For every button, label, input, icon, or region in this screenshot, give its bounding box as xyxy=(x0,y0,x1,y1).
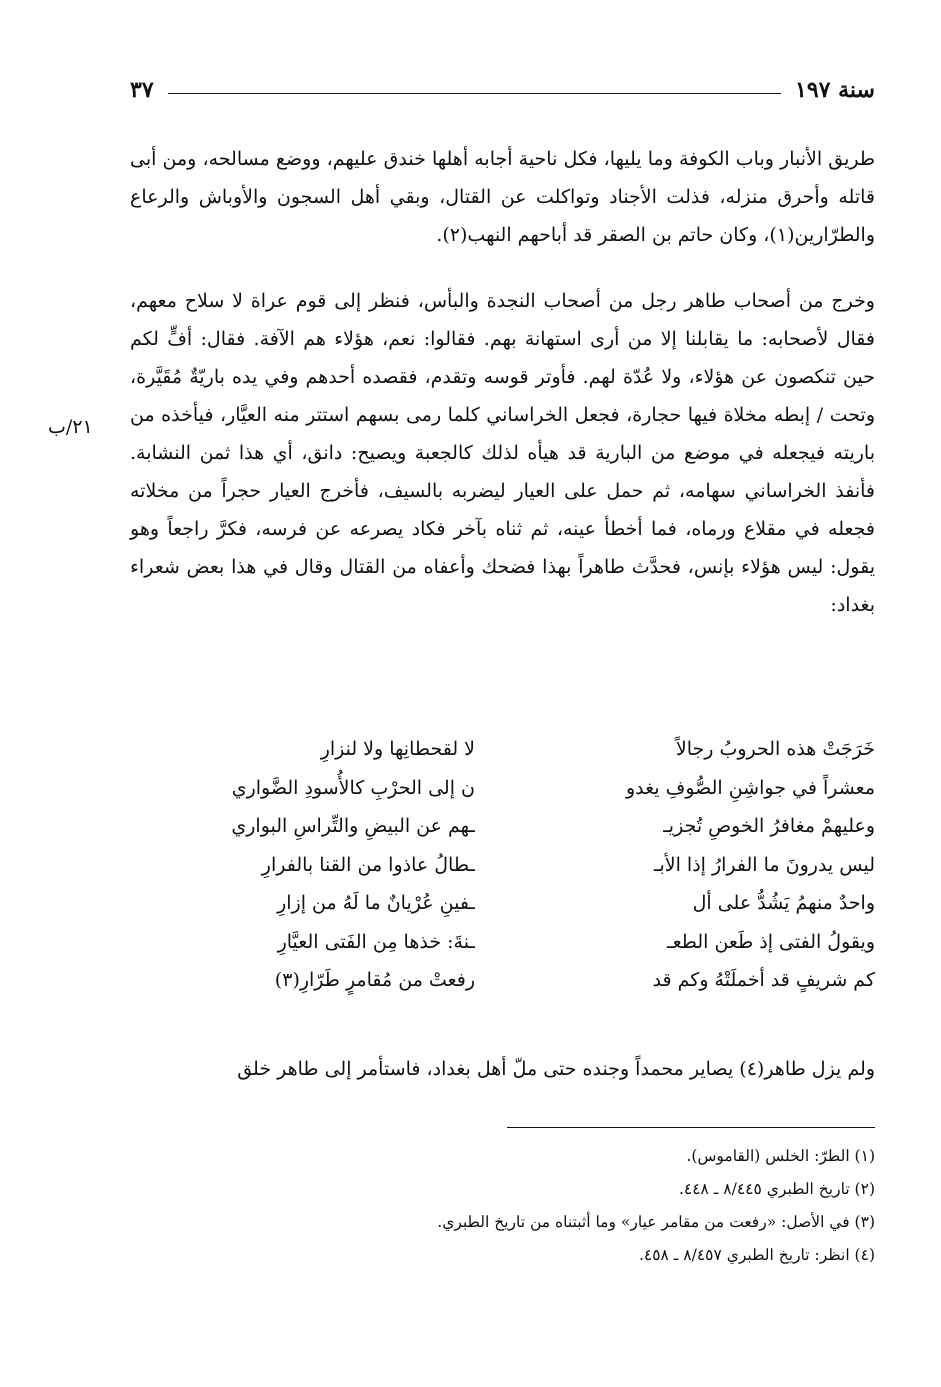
poem-verse xyxy=(130,846,875,885)
paragraph-2-text: وخرج من أصحاب طاهر رجل من أصحاب النجدة والبأس، فنظر إلى قوم عراة لا سلاح معهم، فقال لأصحابه: ما يقابلنا إلا من أرى استهانة بهم. فقالوا: نعم، هؤلاء هم الآفة. فقال: أفٍّ لكم حين تنكصون عن هؤلاء، ولا عُدّة لهم. فأوتر قوسه وتقدم، فقصده أحدهم وفي يده باريّةٌ مُقَيَّرة، وتحت / إبطه مخلاة فيها حجارة، فجعل الخراساني كلما رمى بسهم استتر منه العيَّار، فيأخذه من باريته فيجعله في موضع من البارية قد هيأه لذلك كالجعبة ويصيح: دانق، أي هذا ثمن النشابة. فأنفذ الخراساني سهامه، ثم حمل على العيار ليضربه بالسيف، فأخرج العيار حجراً من مخلاته فجعله في مقلاع ورماه، فما أخطأ عينه، ثم ثناه بآخر فكاد يصرعه عن فرسه، فكرَّ راجعاً وهو يقول: ليس هؤلاء بإنس، فحدَّث طاهراً بهذا فضحك وأعفاه من القتال وقال في هذا بعض شعراء بغداد: xyxy=(130,290,875,616)
verse-first-hemistich: ويقولُ الفتى إذ طَعن الطعـ xyxy=(667,930,875,953)
verse-second-hemistich: ـهم عن البيضِ والتِّراسِ البواري xyxy=(231,815,475,837)
poem-verse xyxy=(130,961,875,1000)
manuscript-folio-marker: ٢١/ب xyxy=(48,416,93,438)
paragraph-1-text: طريق الأنبار وباب الكوفة وما يليها، فكل ناحية أجابه أهلها خندق عليهم، ووضع مسالحه، ومن أبى قاتله وأحرق منزله، فذلت الأجناد وتواكلت عن القتال، وبقي أهل السجون والأوباش والرعاع والطرّارين(١)، وكان حاتم بن الصقر قد أباحهم النهب(٢). xyxy=(130,148,875,246)
verse-first-hemistich: ليس يدرونَ ما الفرارُ إذا الأبـ xyxy=(653,853,875,876)
footnote: (٣) في الأصل: «رفعت من مقامر عيار» وما أثبتناه من تاريخ الطبري. xyxy=(437,1213,875,1231)
verse-first-hemistich: معشراً في جواشِنِ الصُّوفِ يغدو xyxy=(625,776,875,799)
page-number: ٣٧ xyxy=(130,77,154,103)
verse-second-hemistich: ـطالُ عاذوا من القنا بالفرارِ xyxy=(261,853,475,876)
poem-verse xyxy=(130,884,875,923)
poem-verse xyxy=(130,807,875,846)
verse-second-hemistich: ـفينِ عُرْيانٌ ما لَهُ من إزارِ xyxy=(277,892,475,914)
poem-verse xyxy=(130,730,875,769)
paragraph-3-text: ولم يزل طاهر(٤) يصاير محمداً وجنده حتى ملّ أهل بغداد، فاستأمر إلى طاهر خلق xyxy=(237,1058,875,1080)
verse-second-hemistich: ن إلى الحرْبِ كالأُسودِ الضَّواري xyxy=(231,776,475,799)
verse-second-hemistich: رفعتْ من مُقامرٍ طَرّارِ(٣) xyxy=(274,969,475,991)
footnote: (٤) انظر: تاريخ الطبري ٨/٤٥٧ ـ ٤٥٨. xyxy=(638,1246,875,1264)
verse-second-hemistich: ـنةَ: خذها مِن الفَتى العيَّارِ xyxy=(277,930,475,953)
verse-first-hemistich: وعليهمْ مغافرُ الخوصِ تُجزيـ xyxy=(663,815,875,837)
verse-first-hemistich: خَرَجَتْ هذه الحروبُ رجالاً xyxy=(675,738,875,760)
footnote-separator xyxy=(507,1127,875,1128)
footnote: (٢) تاريخ الطبري ٨/٤٤٥ ـ ٤٤٨. xyxy=(678,1180,875,1198)
running-header xyxy=(130,70,875,110)
verse-second-hemistich: لا لقحطانِها ولا لنزارِ xyxy=(320,738,475,760)
poem-verse xyxy=(130,769,875,808)
footnotes xyxy=(130,1140,875,1272)
verse-first-hemistich: واحدٌ منهمُ يَشُدُّ على أل xyxy=(692,892,875,914)
paragraph-1 xyxy=(130,140,875,254)
paragraph-3 xyxy=(130,1050,875,1088)
verse-first-hemistich: كم شريفٍ قد أخملَتْهُ وكم قد xyxy=(652,969,875,991)
header-year: سنة ١٩٧ xyxy=(795,77,875,103)
paragraph-2 xyxy=(130,282,875,624)
poem-verse xyxy=(130,923,875,962)
poem xyxy=(130,730,875,1000)
header-rule xyxy=(168,93,781,94)
footnote: (١) الطرّ: الخلس (القاموس). xyxy=(686,1147,875,1165)
